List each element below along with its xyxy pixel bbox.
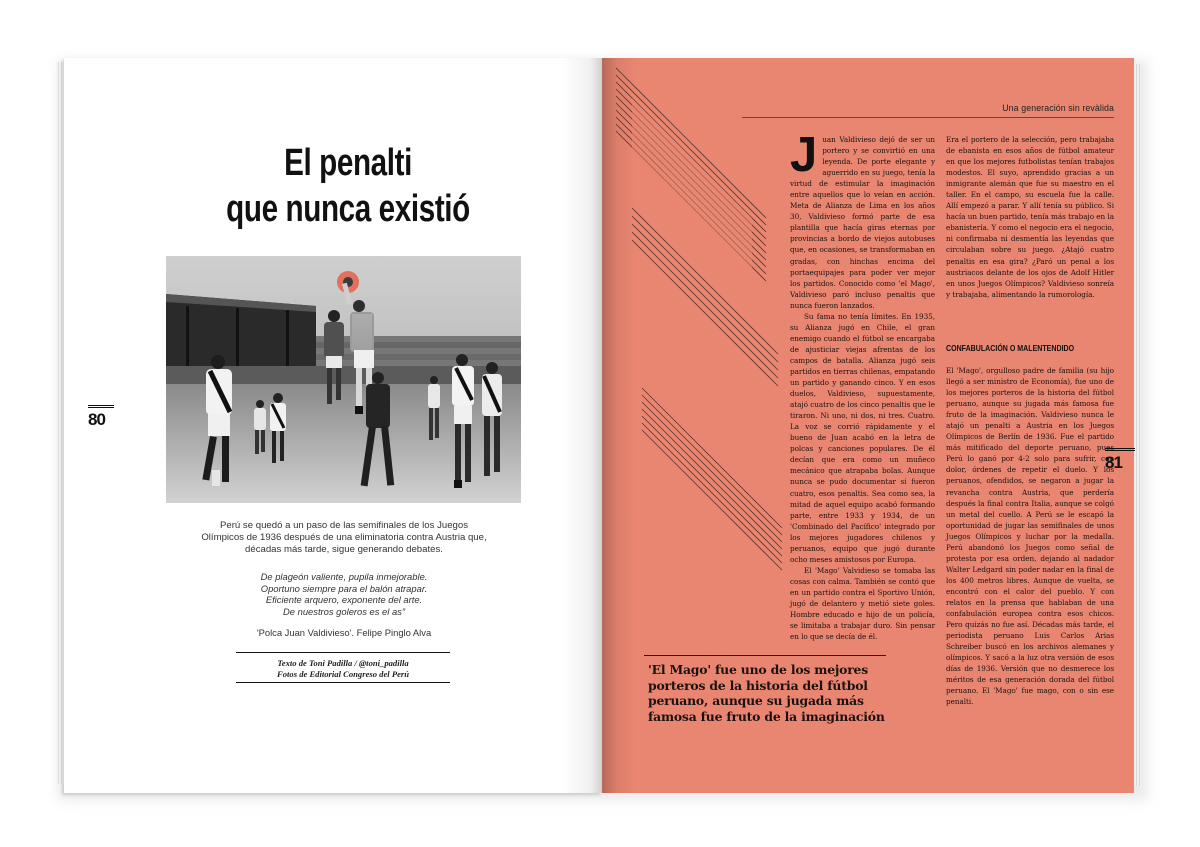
drop-cap: J: [790, 128, 818, 182]
verse-line: De nuestros goleros es el as”: [283, 605, 405, 617]
article-headline: [192, 140, 504, 232]
body-paragraph: Su fama no tenía límites. En 1935, su Alianza jugó en Chile, el gran enemigo cuando el fútbol se encargaba de ajusticiar viejas afrentas de los campos de batalla. Alianza jugó seis partidos en tierras chilenas, empatando un partido y ganando cinco. Y en esos duelos, Valdivieso, supuestamente, atajó cuatro de los cinco penaltis que le tiraron. Ni uno, ni dos, ni tres. Cuatro. La voz se corrió rápidamente y el bueno de Juan acabó en la letra de polcas y canciones populares. De él decían que era como un muñeco mecánico que atrapaba bolas. Aunque nunca se pudo documentar si fueron cuatro, esos penaltis. Sea como sea, la mitad de aquel equipo acabó formando parte, entre 1933 y 1934, de un 'Combinado del Pacífico' integrado por los mejores jugadores chilenos y peruanos, equipo que jugó durante ocho meses amistosos por Europa.: [790, 311, 935, 564]
credits-photos: Fotos de Editorial Congreso del Perú: [276, 669, 410, 679]
historic-football-photo: [166, 256, 521, 503]
article-column-2-continued: [946, 365, 1114, 707]
article-column-1: [790, 128, 935, 642]
gutter-shadow-left: [562, 58, 602, 793]
credits-author: Texto de Toni Padilla / @toni_padilla: [277, 658, 409, 668]
verse-line: Eficiente arquero, exponente del arte.: [265, 594, 423, 606]
section-subhead: CONFABULACIÓN O MALENTENDIDO: [946, 343, 1075, 353]
page-number-left: 80: [88, 405, 114, 430]
verse-quote: [232, 571, 456, 617]
body-paragraph: uan Valdivieso dejó de ser un portero y se convirtió en una leyenda. De porte elegante y aguerrido en su juego, tenía la virtud de estimular la imaginación entre aquellos que lo veían en acción. Meta de Alianza de Lima en los años 30, Valdivieso formó parte de esa plantilla que hacía giras eternas por provincias a bordo de viejos autobuses que, en ocasiones, se transformaban en gradas, con hinchas encima del portaequipajes para poder ver mejor los partidos. Conocido como 'el Mago', Valdivieso paró incluso penaltis que nunca fueron lanzados.: [790, 135, 935, 310]
pull-quote: 'El Mago' fue uno de los mejores porteros de la historia del fútbol peruano, aunque su jugada más famosa fue fruto de la imaginación: [648, 662, 885, 724]
verse-line: De plageón valiente, pupila inmejorable.: [260, 571, 428, 582]
running-head: Una generación sin revàlida: [1002, 103, 1114, 113]
body-paragraph: Era el portero de la selección, pero trabajaba de ebanista en esos años de fútbol amateur en que los mejores futbolistas tenían trabajos modestos. El suyo, aprendido gracias a un inmigrante alemán que fue su maestro en el taller. En el campo, su escuela fue la calle. Allí empezó a parar. Y allí tenía su público. Si hacía un buen partido, tenía más trabajo en la ebanistería. Y como el negocio era el negocio, ni confirmaba ni desmentía las leyendas que circulaban sobre su juego. ¿Atajó cuatro penaltis en esa gira? ¿Paró un penal a los austriacos delante de los ojos de Adolf Hitler en unos Juegos Olímpicos? Valdivieso sonreía y trabajaba, alimentando la rumorología.: [946, 135, 1114, 299]
page-number-right: 81: [1105, 448, 1135, 473]
credits-bottom-rule: [236, 682, 450, 683]
body-paragraph: El 'Mago', orgulloso padre de familia (su hijo llegó a ser ministro de Economía), fue uno de los mejores porteros de la historia del fútbol peruano, aunque su jugada más famosa fue fruto de la imaginación. Valdivieso nunca le atajó un penalti a Austria en los Juegos Olímpicos de Berlín de 1936. Fue el partido más mitificado del deporte peruano, pues Perú lo ganó por 4-2 solo para sufrir, con dolor, órdenes de repetir el duelo. Y los peruanos, ofendidos, se negaron a jugar la revancha contra Austria, que perdería después la final contra Italia, aunque se colgó un metal del cuello. A Perú se le escapó la oportunidad de jugar las semifinales de unos Juegos Olímpicos y luchar por la medalla. Perú abandonó los Juegos como señal de protesta por esa orden, dejando al nadador Walter Ledgard sin poder nadar en la final de los 400 metros libres. Aunque de vuelta, se encontró con el calor del pueblo. Y con relatos en la prensa que hablaban de una confabulación europea contra esos chicos. Pero quizás no fue así. Décadas más tarde, el periodista peruano Luis Carlos Arias Schreiber buscó en los archivos alemanes y olímpicos. Y sacó a la luz otra versión de esos días de 1936. Versión que no desmerece los méritos de esa generación dorada del fútbol peruano. El 'Mago' fue mago, con o sin ese penalti.: [946, 366, 1114, 707]
verse-source: 'Polca Juan Valdivieso'. Felipe Pinglo Alva: [256, 627, 432, 638]
article-column-2: [946, 134, 1114, 300]
credits-top-rule: [236, 652, 450, 653]
verse-line: Oportuno siempre para el balón atrapar.: [260, 582, 428, 594]
photo-illustration: [166, 256, 521, 503]
pullquote-rule: [644, 655, 886, 656]
headline-line-2: que nunca existió: [226, 188, 470, 230]
headline-line-1: El penalti: [284, 142, 412, 184]
photo-caption: Perú se quedó a un paso de las semifinales de los Juegos Olímpicos de 1936 después de una eliminatoria contra Austria que, décadas más tarde, sigue generando debates.: [201, 520, 487, 555]
body-paragraph: El 'Mago' Valvidieso se tomaba las cosas con calma. También se contó que en un partido contra el Sportivo Unión, jugó de delantero y metió siete goles. Hombre educado e hijo de un policía, se limitaba a trabajar duro. Sin pensar en lo que se decía de él.: [790, 565, 935, 642]
running-head-rule: [742, 117, 1114, 118]
article-credits: [236, 658, 450, 680]
